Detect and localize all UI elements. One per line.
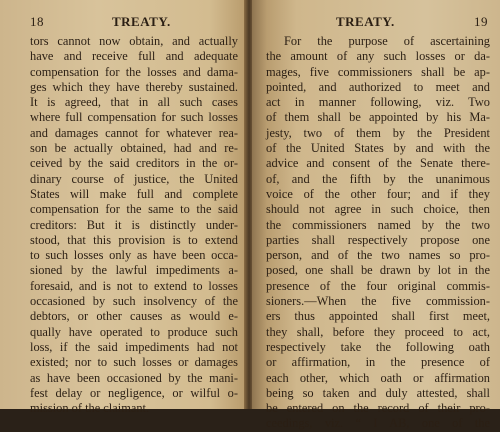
text-line: respectively take the following oath [266,339,490,354]
text-line: act in manner following, viz. Two [266,95,490,110]
text-line: the amount of any such losses or da- [266,49,490,64]
text-line: existed; nor to such losses or damages [30,355,238,370]
text-line: should not agree in such choice, then [266,202,490,217]
text-line: mission of the claimant. [30,401,150,416]
left-page-number: 18 [30,14,44,29]
text-line: compensation for the same to the said [30,202,238,217]
text-line: tors cannot now obtain, and actually [30,34,238,48]
text-line: or affirmation, in the presence of [266,355,490,370]
text-line: have and receive full and adequate [30,49,238,64]
text-line: as have been occasioned by the mani- [30,370,238,385]
text-line: person, and of the two names so pro- [266,248,490,263]
text-line: ges which they have thereby sustained. [30,79,238,94]
text-line: to such losses only as have been occa- [30,248,238,263]
text-line: of, and the fifth by the unanimous [266,171,490,186]
text-line: ers thus appointed shall first meet, [266,309,490,324]
text-line: qually have operated to produce such [30,324,238,339]
right-page [252,0,500,431]
text-line: of the United States by and with the [266,141,490,156]
right-page-body [266,34,490,432]
text-line: voice of the other four; and if they [266,186,490,201]
text-line: occasioned by such insolvency of the [30,294,238,309]
text-line: For the purpose of ascertaining [284,34,490,48]
text-line: each other, which oath or affirmation [266,370,490,385]
text-line: where full compensation for such losses [30,110,238,125]
text-line: of them shall be appointed by his Ma- [266,110,490,125]
text-line: stood, that this provision is to extend [30,232,238,247]
text-line: sioned by the lawful impediments a- [30,263,238,278]
text-line: and damages cannot for whatever rea- [30,125,238,140]
right-page-number: 19 [474,14,488,29]
left-running-head: TREATY. [112,14,171,29]
text-line: posed, one shall be drawn by lot in the [266,263,490,278]
text-line: parties shall respectively propose one [266,232,490,247]
text-line: they shall, before they proceed to act, [266,324,490,339]
text-line: pointed, and authorized to meet and [266,79,490,94]
text-line: ceived by the said creditors in the or- [30,156,238,171]
text-line: son be actually obtained, had and re- [30,141,238,156]
right-running-head: TREATY. [336,14,395,29]
text-line: sioners.—When the five commission- [266,294,490,309]
text-line: dinary course of justice, the United [30,171,238,186]
text-line: It is agreed, that in all such cases [30,95,238,110]
text-line: being so taken and duly attested, shall [266,385,490,400]
left-page [0,0,246,416]
right-page-header [266,14,490,34]
text-line: ceedings, viz. “ I AB, one of the [266,416,490,431]
text-line: jesty, two of them by the President [266,125,490,140]
text-line: advice and consent of the Senate there- [266,156,490,171]
text-line: fest delay or negligence, or wilful o- [30,385,238,400]
text-line: presence of the four original commis- [266,278,490,293]
text-line: compensation for the losses and dama- [30,64,238,79]
left-page-body [30,34,238,416]
text-line: foresaid, and is not to extend to losses [30,278,238,293]
text-line: loss, if the said impediments had not [30,339,238,354]
text-line: States will make full and complete [30,186,238,201]
left-page-header [30,14,238,34]
text-line: be entered on the record of their pro- [266,401,490,416]
text-line: mages, five commissioners shall be ap- [266,64,490,79]
text-line: the commissioners named by the two [266,217,490,232]
text-line: creditors: But it is distinctly under- [30,217,238,232]
text-line: debtors, or other causes as would e- [30,309,238,324]
